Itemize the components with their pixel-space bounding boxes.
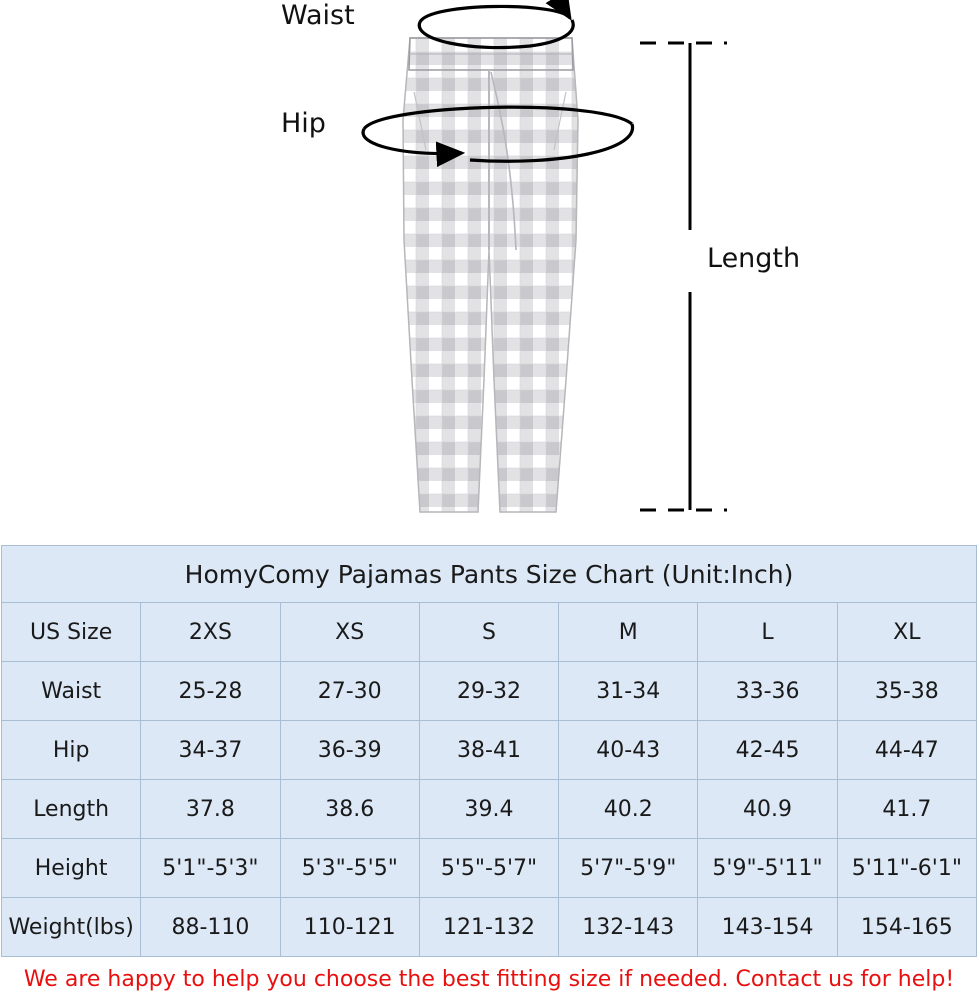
table-cell: 44-47 (837, 721, 976, 780)
column-header-size: XL (837, 603, 976, 662)
table-row (2, 721, 977, 780)
table-row (2, 780, 977, 839)
chart-title: HomyComy Pajamas Pants Size Chart (Unit:Inch) (2, 546, 977, 603)
row-header: Height (2, 839, 141, 898)
length-measure (640, 43, 727, 510)
table-cell: 33-36 (698, 662, 837, 721)
table-cell: 121-132 (419, 898, 558, 957)
table-cell: 25-28 (141, 662, 280, 721)
table-cell: 38-41 (419, 721, 558, 780)
table-cell: 41.7 (837, 780, 976, 839)
table-cell: 5'5"-5'7" (419, 839, 558, 898)
table-cell: 132-143 (559, 898, 698, 957)
table-cell: 36-39 (280, 721, 419, 780)
table-cell: 88-110 (141, 898, 280, 957)
length-label: Length (707, 243, 801, 274)
table-cell: 40.2 (559, 780, 698, 839)
table-cell: 5'11"-6'1" (837, 839, 976, 898)
table-cell: 5'1"-5'3" (141, 839, 280, 898)
column-header-size: L (698, 603, 837, 662)
table-cell: 5'3"-5'5" (280, 839, 419, 898)
table-row (2, 839, 977, 898)
table-cell: 110-121 (280, 898, 419, 957)
table-cell: 39.4 (419, 780, 558, 839)
column-header-size: M (559, 603, 698, 662)
table-cell: 27-30 (280, 662, 419, 721)
table-cell: 40-43 (559, 721, 698, 780)
table-cell: 37.8 (141, 780, 280, 839)
table-cell: 38.6 (280, 780, 419, 839)
column-header-size: S (419, 603, 558, 662)
size-chart-table (1, 545, 977, 957)
waist-label: Waist (281, 0, 355, 31)
table-cell: 34-37 (141, 721, 280, 780)
table-cell: 143-154 (698, 898, 837, 957)
table-cell: 154-165 (837, 898, 976, 957)
table-cell: 5'7"-5'9" (559, 839, 698, 898)
size-chart-table-wrapper (0, 545, 978, 992)
row-header: Waist (2, 662, 141, 721)
column-header-size: XS (280, 603, 419, 662)
table-cell: 35-38 (837, 662, 976, 721)
table-row (2, 662, 977, 721)
row-header: Weight(lbs) (2, 898, 141, 957)
hip-label: Hip (281, 108, 326, 139)
table-row (2, 898, 977, 957)
table-title-row (2, 546, 977, 603)
contact-note: We are happy to help you choose the best fitting size if needed. Contact us for help! (23, 967, 955, 992)
table-cell: 5'9"-5'11" (698, 839, 837, 898)
row-header: Length (2, 780, 141, 839)
table-cell: 40.9 (698, 780, 837, 839)
column-header-us-size: US Size (2, 603, 141, 662)
table-cell: 31-34 (559, 662, 698, 721)
table-header-row (2, 603, 977, 662)
row-header: Hip (2, 721, 141, 780)
table-cell: 29-32 (419, 662, 558, 721)
column-header-size: 2XS (141, 603, 280, 662)
table-cell: 42-45 (698, 721, 837, 780)
